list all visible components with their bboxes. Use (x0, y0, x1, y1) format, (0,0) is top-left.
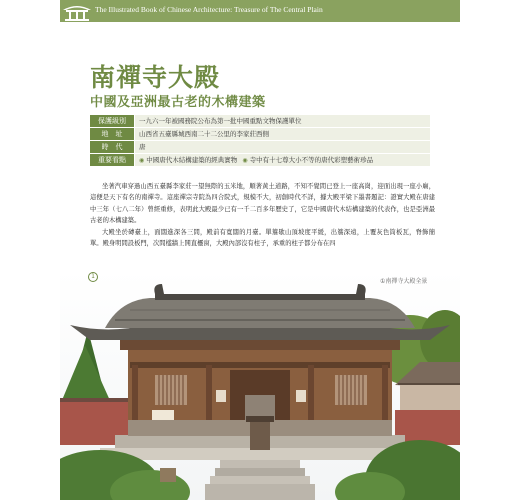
body-text (90, 181, 435, 249)
info-value: 一九六一年被國務院公布為第一批中國重點文物保護單位 (135, 115, 430, 127)
highlight-b: 寺中有十七尊大小不等的唐代彩塑藝術珍品 (249, 156, 374, 164)
info-row-address (90, 128, 430, 140)
page-subtitle: 中國及亞洲最古老的木構建築 (90, 95, 266, 110)
page-title: 南禪寺大殿 (90, 63, 221, 92)
info-label: 保護級別 (90, 115, 134, 127)
info-label: 地 址 (90, 128, 134, 140)
info-row-highlights (90, 154, 430, 166)
info-label: 重要看點 (90, 154, 134, 166)
info-row-protection (90, 115, 430, 127)
paragraph: 大殿坐於磚臺上，面闊進深各三間，殿前有寬闊的月臺。單簷歇山頂坡度平緩，出簷深遠，上覆灰色筒板瓦，脊飾簡單。殿身明間設板門，次間槛牆上開直欞窗，大殿內部沒有柱子，承重的柱子都分布在四 (90, 228, 435, 248)
info-value: 唐 (135, 141, 430, 153)
info-label: 時 代 (90, 141, 134, 153)
paragraph: 坐著汽車穿過山西五臺縣李家莊一望無際的玉米地，順著黃土道路，不知不覺間已登上一座高崗，迎面出現一座小廟，這便是天下有名的南禪寺。這座禪宗寺院為四合院式，規模不大，初創時代不詳，據大殿平梁下墨書題記：證實大殿在唐建中三年（七八二年）曾經重修，表明此大殿最少已有一千二百多年歷史了，它是中國唐代木結構建築的代表作，也是亞洲最古老的木構建築。 (90, 183, 435, 225)
book-series-title: The Illustrated Book of Chinese Architecture: Treasure of The Central Plain (95, 5, 323, 14)
info-table (90, 115, 430, 167)
highlight-a: 中國唐代木結構建築的經典實物 (146, 156, 238, 164)
pavilion-logo-icon (60, 0, 94, 22)
bullet-icon: ◉ (242, 157, 248, 164)
photo-number-badge: 1 (88, 272, 98, 282)
info-value (135, 154, 430, 166)
photo-caption: ①南禪寺大殿全景 (380, 278, 428, 285)
temple-photo (60, 270, 460, 500)
bullet-icon: ◉ (139, 157, 145, 164)
info-value: 山西省五臺縣城西南二十二公里的李家莊西側 (135, 128, 430, 140)
info-row-era (90, 141, 430, 153)
page-header (60, 0, 460, 22)
